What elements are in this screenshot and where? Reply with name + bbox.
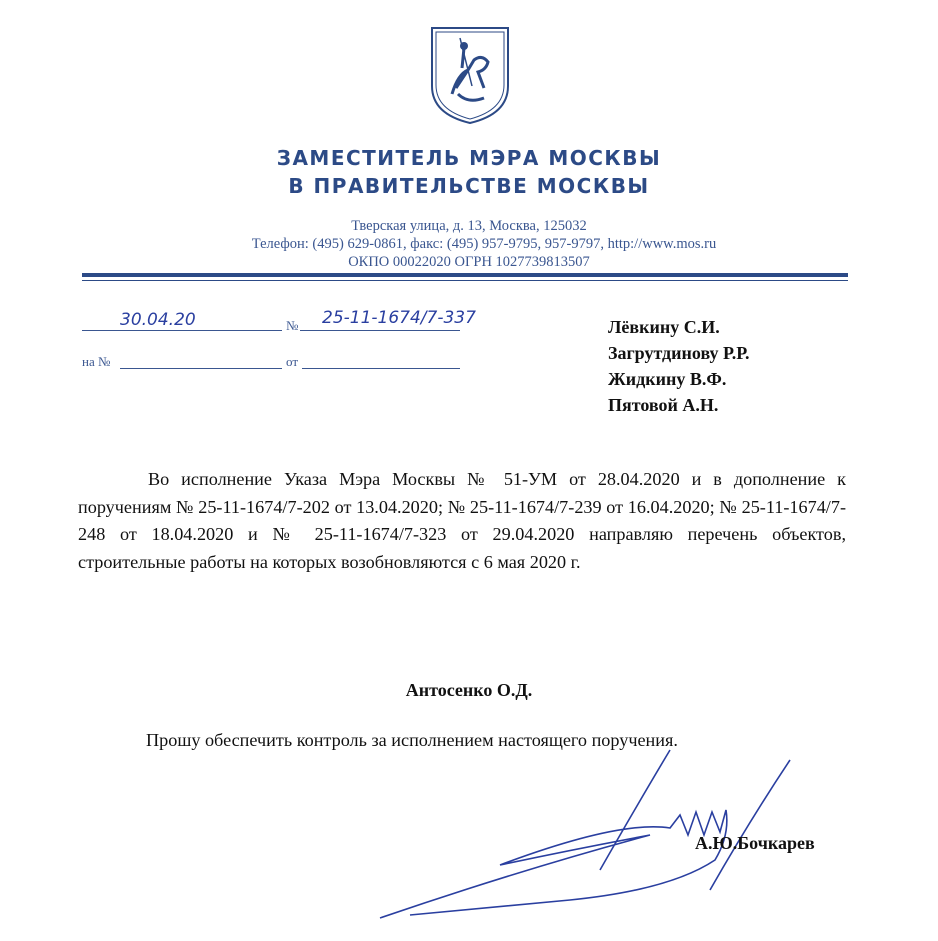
addressee: Загрутдинову Р.Р. <box>608 343 750 363</box>
addressee: Пятовой А.Н. <box>608 395 719 415</box>
number-label: № <box>286 318 299 333</box>
from-label: от <box>286 354 299 369</box>
header-address: Тверская улица, д. 13, Москва, 125032 <box>351 218 587 234</box>
header-rule-thin <box>82 280 848 281</box>
date-line <box>82 330 282 331</box>
header-title-line2: В ПРАВИТЕЛЬСТВЕ МОСКВЫ <box>288 174 650 198</box>
addressee: Лёвкину С.И. <box>608 317 720 337</box>
responsible-person: Антосенко О.Д. <box>405 680 533 700</box>
ref-line <box>120 368 282 369</box>
number-line <box>300 330 460 331</box>
header-contacts: Телефон: (495) 629-0861, факс: (495) 957-9795, 957-9797, http://www.mos.ru <box>251 236 717 252</box>
body-paragraph: Во исполнение Указа Мэра Москвы № 51-УМ от 28.04.2020 и в дополнение к поручениям № 25-11-1674/7-202 от 13.04.2020; № 25-11-1674/7-239 от 16.04.2020; № 25-11-1674/7-248 от 18.04.2020 и № 25-11-1674/7-323 от 29.04.2020 направляю перечень объектов, строительные работы на которых возобновляются с 6 мая 2020 г. <box>78 469 846 572</box>
header-rule-thick <box>82 273 848 277</box>
number-value: 25-11-1674/7-337 <box>322 308 476 328</box>
header-codes: ОКПО 00022020 ОГРН 1027739813507 <box>348 254 590 270</box>
addressee: Жидкину В.Ф. <box>608 369 727 389</box>
header-title-line1: ЗАМЕСТИТЕЛЬ МЭРА МОСКВЫ <box>276 146 662 170</box>
signatory-name: А.Ю.Бочкарев <box>695 833 815 853</box>
request-text: Прошу обеспечить контроль за исполнением настоящего поручения. <box>146 730 678 750</box>
coat-of-arms-emblem <box>428 24 512 126</box>
from-line <box>302 368 460 369</box>
date-value: 30.04.20 <box>120 310 196 330</box>
ref-label: на № <box>82 354 111 369</box>
